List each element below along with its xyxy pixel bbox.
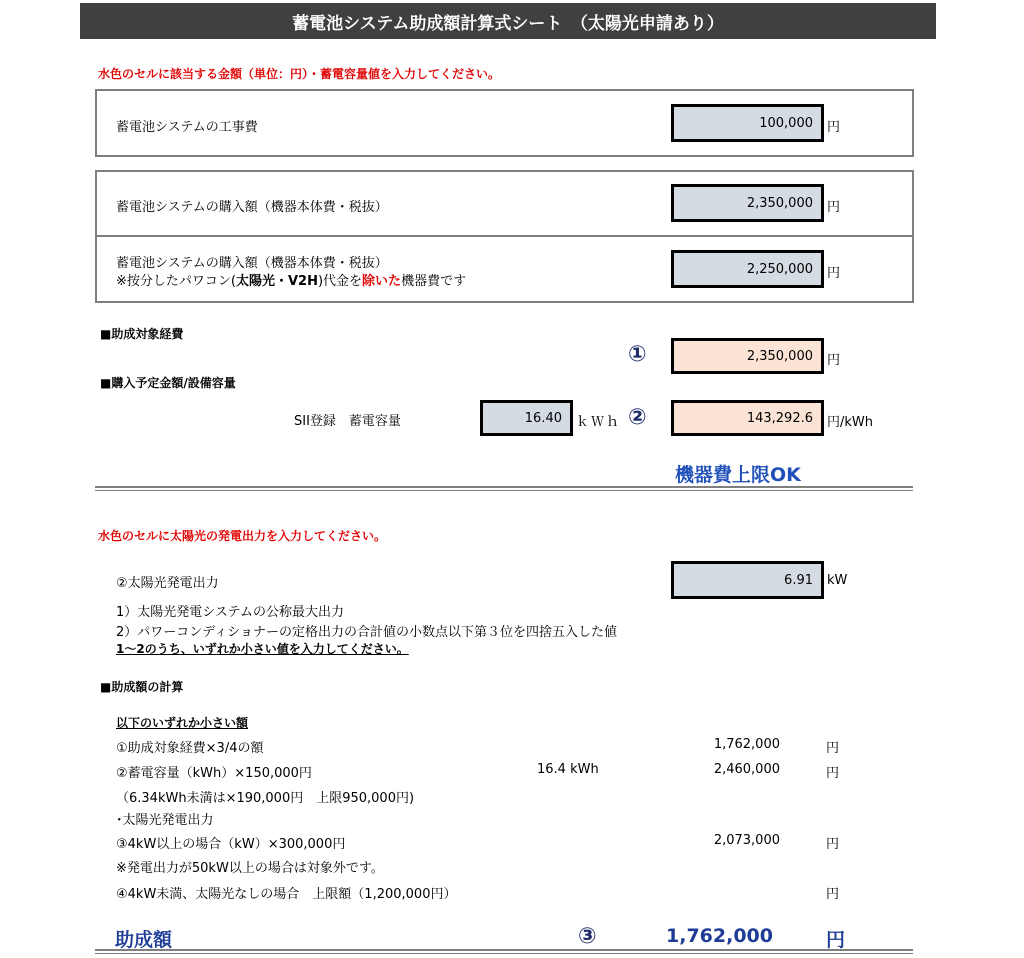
yen-unit: 円 — [826, 837, 840, 852]
note-text: )代金を — [317, 274, 363, 289]
construction-cost-label: 蓄電池システムの工事費 — [116, 120, 258, 135]
circled-number-3: ③ — [578, 924, 597, 949]
yen-unit: 円 — [826, 887, 840, 902]
subsidy-total-label: 助成額 — [115, 929, 173, 951]
sii-capacity-label: SII登録 蓄電容量 — [294, 414, 401, 429]
yen-per-kwh-unit: 円/kWh — [827, 415, 874, 430]
kw-unit: kW — [827, 573, 848, 588]
calc-line-1-value: 1,762,000 — [713, 737, 780, 752]
purchase-amount-label: 蓄電池システムの購入額（機器本体費・税抜） — [116, 200, 388, 215]
kwh-unit: ｋＷｈ — [576, 415, 622, 430]
bottom-divider — [95, 949, 913, 954]
calc-line-3-note: ※発電出力が50kW以上の場合は対象外です。 — [116, 861, 384, 876]
yen-unit: 円 — [827, 200, 841, 215]
purchase-ex-pcs-note — [116, 270, 466, 289]
section-divider — [95, 486, 913, 491]
subsidy-target-heading: ■助成対象経費 — [100, 327, 184, 341]
yen-unit: 円 — [826, 766, 840, 781]
solar-output-input[interactable]: 6.91 — [671, 561, 824, 599]
input-instruction-note: 水色のセルに該当する金額（単位：円）・蓄電容量値を入力してください。 — [98, 67, 501, 81]
calc-min-heading: 以下のいずれか小さい額 — [116, 716, 249, 730]
calc-line-1-label: ①助成対象経費×3/4の額 — [116, 741, 264, 756]
calc-line-2-value: 2,460,000 — [713, 762, 780, 777]
calc-solar-heading: ･太陽光発電出力 — [116, 813, 214, 828]
calc-line-2-capacity: 16.4 kWh — [537, 762, 599, 777]
yen-unit: 円 — [827, 266, 841, 281]
price-per-kwh-value: 143,292.6 — [671, 400, 824, 436]
circled-number-2: ② — [628, 405, 647, 430]
sheet-title: 蓄電池システム助成額計算式シート （太陽光申請あり） — [80, 3, 936, 39]
construction-cost-input[interactable]: 100,000 — [671, 104, 824, 142]
solar-note-2: 2）パワーコンディショナーの定格出力の合計値の小数点以下第３位を四捨五入した値 — [116, 625, 617, 640]
yen-unit: 円 — [827, 353, 841, 368]
yen-unit: 円 — [827, 120, 841, 135]
note-text: ※按分したパワコン( — [116, 274, 236, 289]
subsidy-total-value: 1,762,000 — [666, 925, 773, 947]
solar-note-3: 1～2のうち、いずれか小さい値を入力してください。 — [116, 642, 409, 656]
note-red-text: 除いた — [362, 274, 402, 289]
subsidy-total-unit: 円 — [826, 929, 846, 951]
calc-line-4-label: ④4kW未満、太陽光なしの場合 上限額（1,200,000円） — [116, 887, 457, 902]
equipment-cost-status: 機器費上限OK — [675, 464, 801, 486]
calc-line-3-label: ③4kW以上の場合（kW）×300,000円 — [116, 837, 346, 852]
subsidy-target-value: 2,350,000 — [671, 338, 824, 374]
panel-divider — [95, 235, 914, 237]
note-bold-text: 太陽光・V2H — [235, 274, 318, 289]
calc-line-3-value: 2,073,000 — [713, 833, 780, 848]
solar-output-label: ②太陽光発電出力 — [116, 576, 219, 591]
purchase-amount-input[interactable]: 2,350,000 — [671, 184, 824, 222]
capacity-input[interactable]: 16.40 — [480, 400, 573, 436]
calculation-heading: ■助成額の計算 — [100, 680, 184, 694]
solar-note-1: 1）太陽光発電システムの公称最大出力 — [116, 605, 344, 620]
purchase-ex-pcs-input[interactable]: 2,250,000 — [671, 250, 824, 288]
circled-number-1: ① — [628, 342, 647, 367]
yen-unit: 円 — [826, 741, 840, 756]
calc-line-2-label: ②蓄電容量（kWh）×150,000円 — [116, 766, 312, 781]
note-text: 機器費です — [401, 274, 467, 289]
solar-instruction-note: 水色のセルに太陽光の発電出力を入力してください。 — [98, 529, 387, 543]
purchase-ex-pcs-label: 蓄電池システムの購入額（機器本体費・税抜） — [116, 256, 388, 271]
purchase-plan-heading: ■購入予定金額/設備容量 — [100, 376, 236, 390]
calc-line-2-note: （6.34kWh未満は×190,000円 上限950,000円) — [116, 791, 415, 806]
